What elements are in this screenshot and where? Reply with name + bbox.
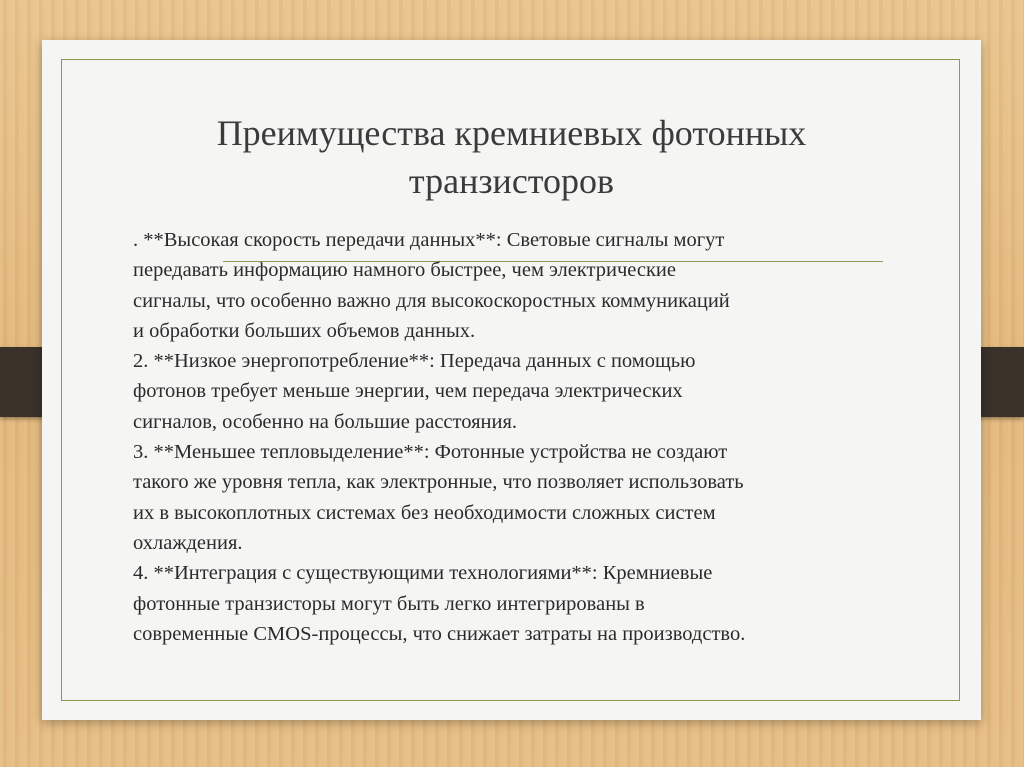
- body-line: 2. **Низкое энергопотребление**: Передача данных с помощью: [133, 350, 696, 373]
- body-line: передавать информацию намного быстрее, чем электрические: [133, 259, 676, 282]
- body-line: такого же уровня тепла, как электронные, что позволяет использовать: [133, 471, 744, 494]
- slide-body: [133, 225, 745, 649]
- body-line: современные CMOS-процессы, что снижает затраты на производство.: [133, 622, 746, 645]
- body-line: фотонные транзисторы могут быть легко интегрированы в: [133, 592, 645, 615]
- body-line: их в высокоплотных системах без необходимости сложных систем: [133, 501, 716, 524]
- slide-card: [42, 40, 981, 720]
- body-line: охлаждения.: [133, 531, 243, 554]
- body-line: и обработки больших объемов данных.: [133, 319, 476, 342]
- body-line: 4. **Интеграция с существующими технологиями**: Кремниевые: [133, 562, 713, 585]
- body-line: сигналы, что особенно важно для высокоскоростных коммуникаций: [133, 289, 730, 312]
- slide-title: [42, 109, 981, 205]
- slide-title-line: транзисторов: [408, 161, 615, 201]
- body-line: . **Высокая скорость передачи данных**: Световые сигналы могут: [133, 229, 725, 251]
- slide-title-line: Преимущества кремниевых фотонных: [216, 113, 807, 153]
- body-line: 3. **Меньшее тепловыделение**: Фотонные устройства не создают: [133, 441, 728, 464]
- body-line: сигналов, особенно на большие расстояния.: [133, 410, 518, 433]
- body-line: фотонов требует меньше энергии, чем передача электрических: [133, 380, 683, 403]
